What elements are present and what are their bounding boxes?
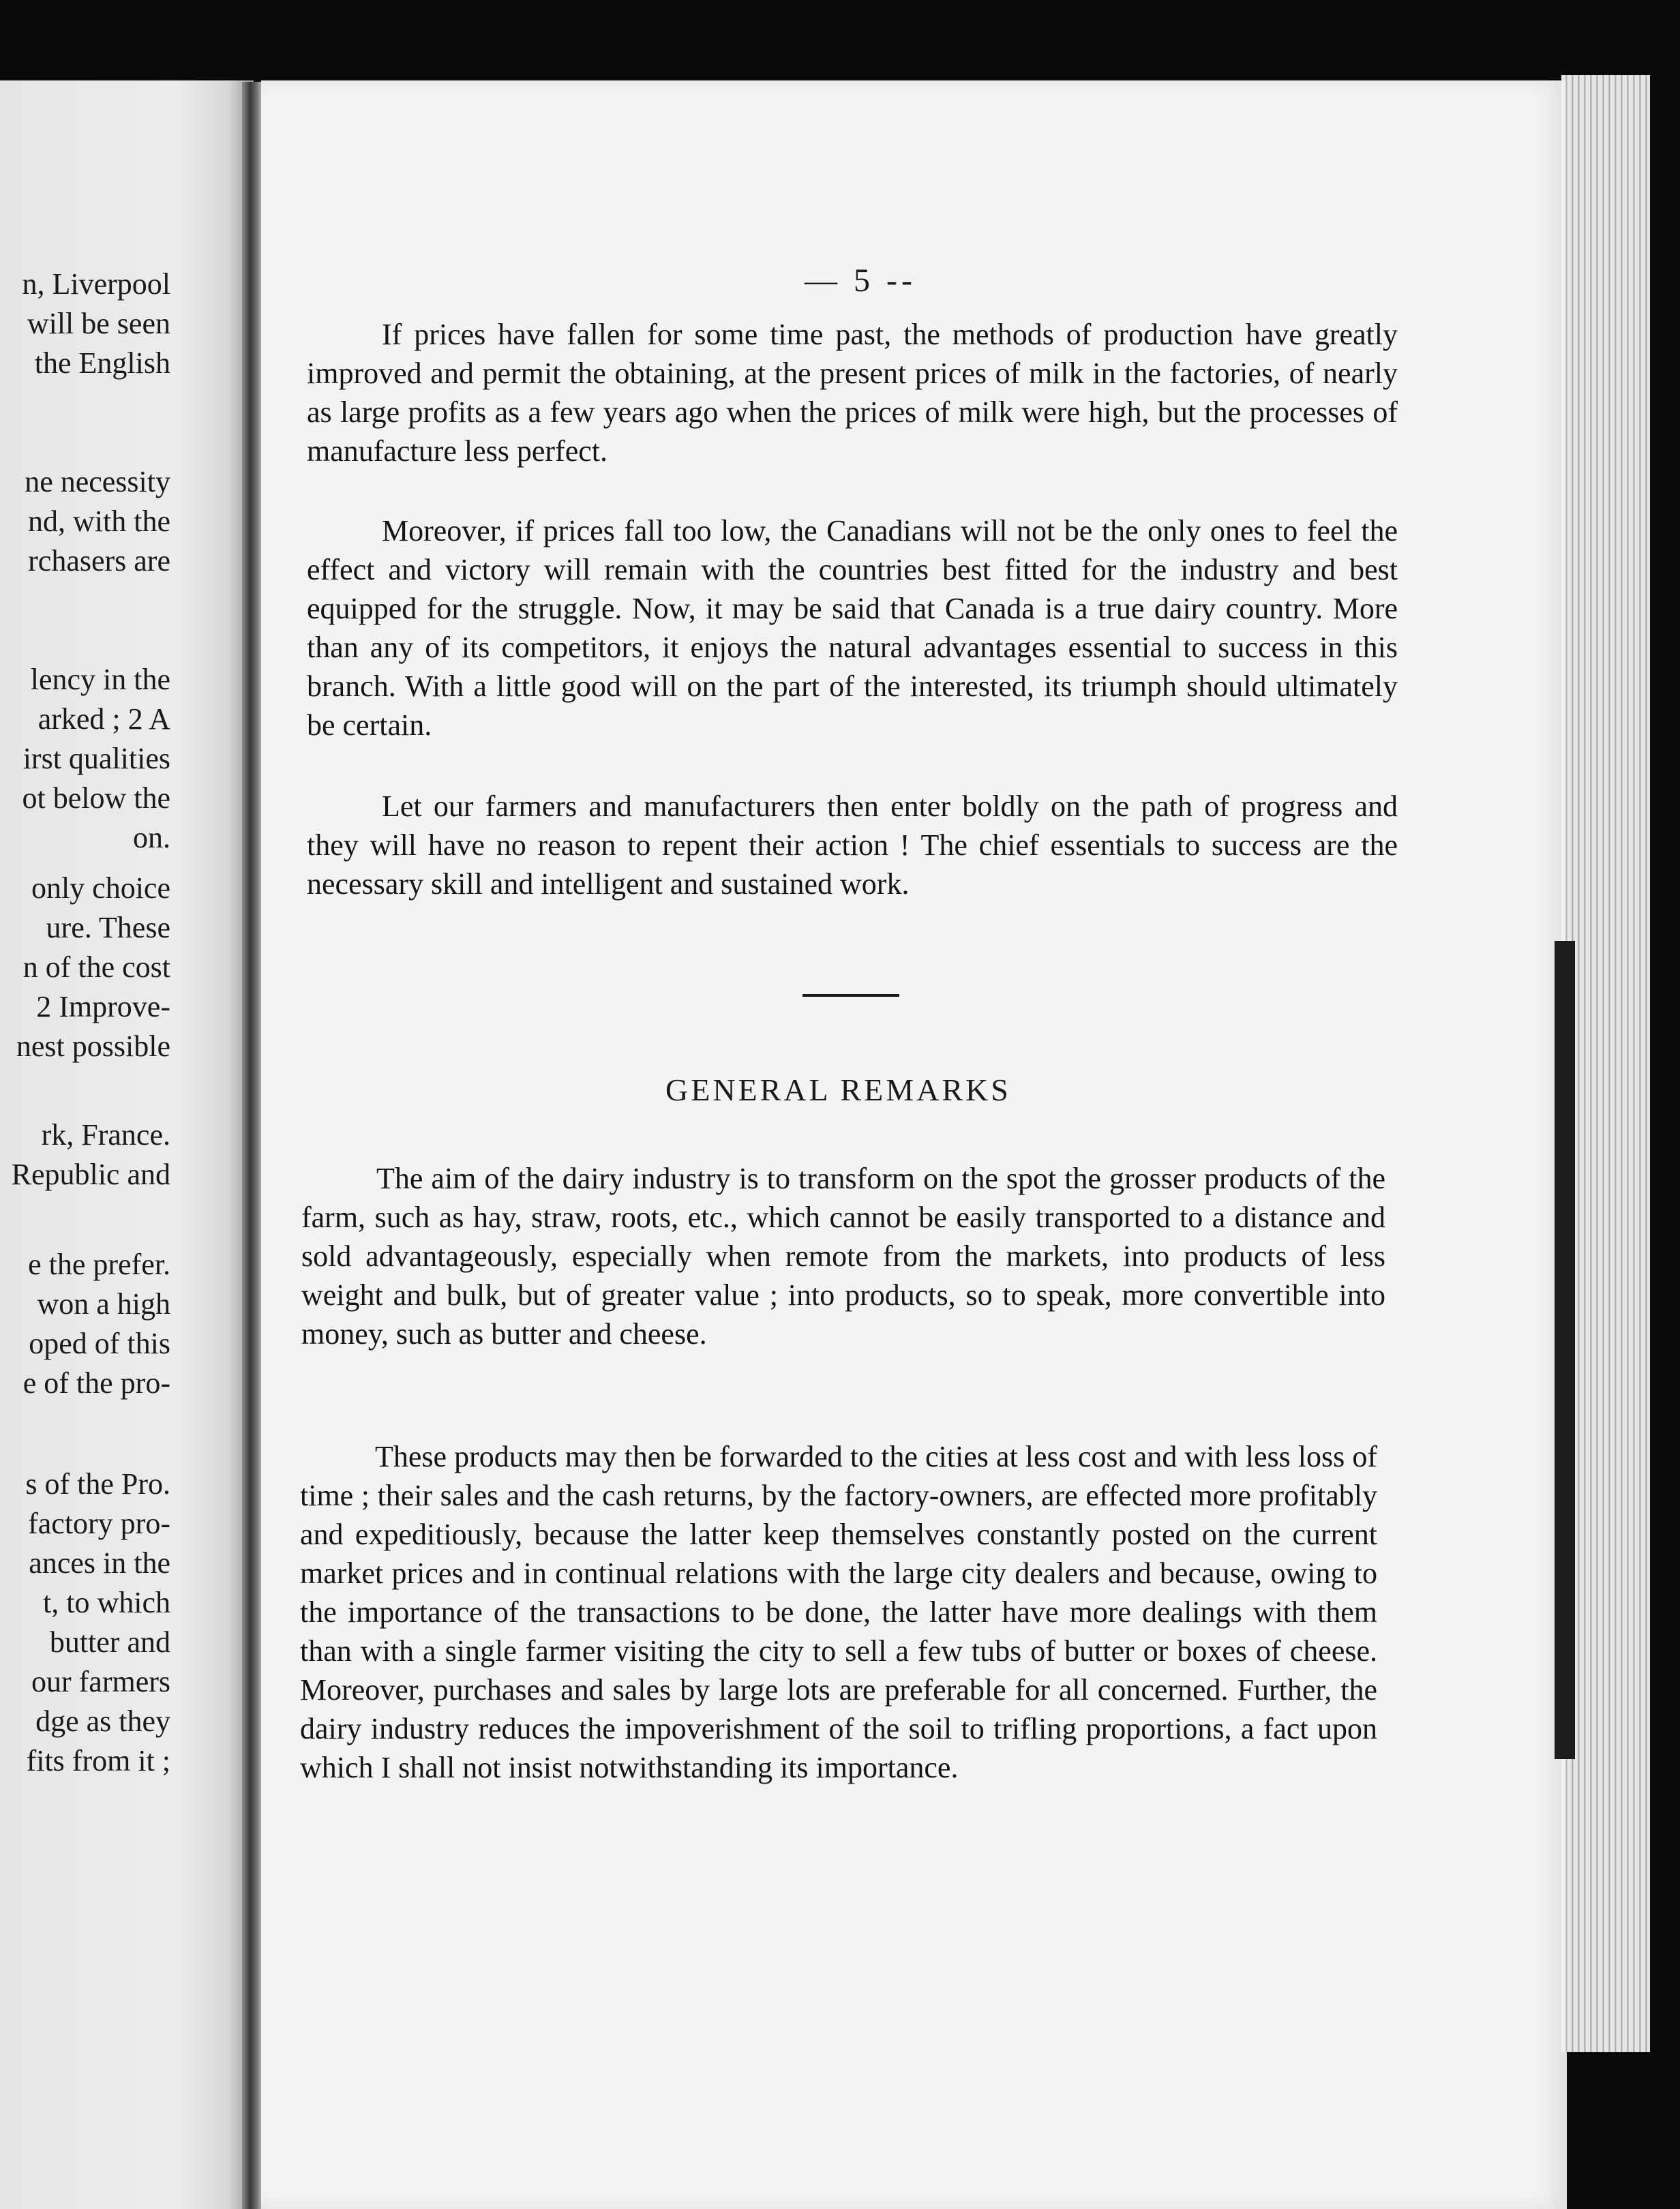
previous-page-line: irst qualities: [22, 742, 170, 775]
previous-page-line: ot below the: [22, 781, 170, 815]
previous-page-line: e of the pro-: [22, 1366, 170, 1400]
previous-page-line: butter and: [49, 1625, 170, 1659]
previous-page-line: n, Liverpool: [22, 267, 170, 301]
previous-page-line: ure. These: [46, 911, 170, 944]
previous-page-line: will be seen: [27, 307, 170, 340]
previous-page-line: on.: [133, 821, 170, 854]
previous-page-line: nest possible: [16, 1030, 170, 1063]
section-heading: GENERAL REMARKS: [665, 1072, 1011, 1107]
paragraph-3-text: Let our farmers and manufacturers then enter boldly on the path of progress and they will have no reason to repent their action ! The chief essentials to success are the necessary skill and intelligent and sustained work.: [307, 790, 1398, 901]
page-number: — 5 --: [805, 262, 916, 299]
book-binding-gutter: [242, 82, 262, 2209]
paragraph-1-text: If prices have fallen for some time past, the methods of production have greatly improved and permit the obtaining, at the present prices of milk in the factories, of nearly as large profits as a few years ago when the prices of milk were high, but the processes of manufacture less perfect.: [307, 318, 1398, 468]
section-paragraph-1: [301, 1159, 1385, 1353]
book-edge-shadow: [1555, 941, 1575, 1759]
section-paragraph-2: [300, 1437, 1377, 1787]
previous-page-line: factory pro-: [28, 1507, 170, 1540]
previous-page-line: only choice: [31, 871, 170, 905]
previous-page-line: lency in the: [30, 663, 170, 696]
previous-page-line: 2 Improve-: [36, 990, 170, 1023]
paragraph-2-text: Moreover, if prices fall too low, the Canadians will not be the only ones to feel the effect and victory will remain with the countries best fitted for the industry and best equipped for the struggle. Now, it may be said that Canada is a true dairy country. More than any of its competitors, it enjoys the natural advantages essential to success in this branch. With a little good will on the part of the interested, its triumph should ultimately be certain.: [307, 514, 1398, 742]
previous-page-line: dge as they: [35, 1704, 170, 1738]
previous-page-line: rchasers are: [28, 544, 170, 577]
previous-page-line: arked ; 2 A: [38, 702, 170, 736]
previous-page-line: ne necessity: [25, 465, 170, 498]
previous-page-fragment: [0, 80, 254, 2209]
section-paragraph-2-text: These products may then be forwarded to the cities at less cost and with less loss of time ; their sales and the cash returns, by the factory-owners, are effected more profitably and expeditiously, because the latter keep themselves constantly posted on the current market prices and in continual relations with the large city dealers and because, owing to the importance of the transactions to be done, the latter have more dealings with them than with a single farmer visiting the city to sell a few tubs of butter or boxes of cheese. Moreover, purchases and sales by large lots are preferable for all concerned. Further, the dairy industry reduces the impoverishment of the soil to trifling proportions, a fact upon which I shall not insist notwithstanding its importance.: [300, 1440, 1377, 1784]
paragraph-2: [307, 511, 1398, 745]
previous-page-line: won a high: [37, 1287, 170, 1321]
paragraph-3: [307, 787, 1398, 903]
previous-page-line: nd, with the: [28, 505, 170, 538]
previous-page-line: e the prefer.: [28, 1248, 170, 1281]
previous-page-line: ances in the: [29, 1546, 170, 1580]
section-divider: [802, 994, 899, 997]
previous-page-line: rk, France.: [41, 1118, 170, 1152]
previous-page-line: the English: [34, 346, 170, 380]
previous-page-line: n of the cost: [22, 950, 170, 984]
section-paragraph-1-text: The aim of the dairy industry is to transform on the spot the grosser products of the farm, such as hay, straw, roots, etc., which cannot be easily transported to a distance and sold advantageously, especially when remote from the markets, into products of less weight and bulk, but of greater value ; into products, so to speak, more convertible into money, such as butter and cheese.: [301, 1162, 1385, 1351]
previous-page-line: oped of this: [29, 1327, 170, 1360]
paragraph-1: [307, 315, 1398, 470]
previous-page-line: Republic and: [11, 1158, 170, 1191]
previous-page-line: fits from it ;: [26, 1744, 170, 1777]
previous-page-line: t, to which: [43, 1586, 170, 1619]
previous-page-line: s of the Pro.: [25, 1467, 170, 1501]
previous-page-line: our farmers: [31, 1665, 170, 1698]
